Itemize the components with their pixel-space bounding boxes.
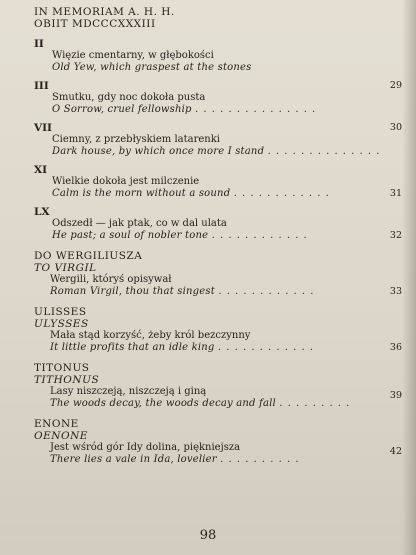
poem-title-english: TO VIRGIL — [34, 262, 97, 274]
entry-number: VII — [34, 122, 52, 134]
memoriam-entry — [34, 206, 406, 242]
polish-first-line: Wergili, któryś opisywał — [50, 274, 172, 285]
poem-title-polish: DO WERGILIUSZA — [34, 250, 143, 262]
english-first-line: Dark house, by which once more I stand — [52, 146, 265, 157]
english-first-line: Roman Virgil, thou that singest — [50, 286, 215, 297]
page-ref: 32 — [389, 230, 402, 241]
memoriam-entry — [34, 164, 406, 200]
page-ref: 31 — [389, 188, 402, 199]
entry-number: III — [34, 80, 49, 92]
polish-first-line: Wielkie dokoła jest milczenie — [52, 176, 200, 187]
leader-dots: . . . . . . . . . . . . — [218, 286, 315, 297]
section-title: IN MEMORIAM A. H. H. — [34, 6, 175, 18]
poem-entry — [34, 306, 406, 354]
memoriam-entry — [34, 122, 406, 158]
poem-entry — [34, 362, 406, 410]
entry-number: II — [34, 38, 44, 50]
polish-first-line: Mała stąd korzyść, żeby król bezczynny — [50, 330, 251, 341]
polish-first-line: Ciemny, z przebłyskiem latarenki — [52, 134, 220, 145]
english-first-line: The woods decay, the woods decay and fall — [50, 398, 276, 409]
english-first-line: It little profits that an idle king — [50, 342, 215, 353]
poem-title-polish: ULISSES — [34, 306, 87, 318]
poem-title-polish: ENONE — [34, 418, 79, 430]
polish-first-line: Lasy niszczeją, niszczeją i giną — [50, 386, 207, 397]
leader-dots: . . . . . . . . . . — [220, 454, 300, 465]
poem-title-english: ULYSSES — [34, 318, 89, 330]
page-ref: 29 — [389, 80, 402, 91]
page-ref: 30 — [389, 122, 402, 133]
page-ref: 42 — [389, 446, 402, 457]
english-first-line: He past; a soul of nobler tone — [52, 230, 209, 241]
polish-first-line: Jest wśród gór Idy dolina, piękniejsza — [50, 442, 241, 453]
poem-title-english: TITHONUS — [34, 374, 100, 386]
entry-number: LX — [34, 206, 50, 218]
polish-first-line: Odszedł — jak ptak, co w dal ulata — [52, 218, 227, 229]
english-first-line: Old Yew, which graspest at the stones — [52, 62, 252, 73]
memoriam-entry — [34, 80, 406, 116]
page-ref: 36 — [389, 342, 402, 353]
polish-first-line: Smutku, gdy noc dokoła pusta — [52, 92, 206, 103]
english-first-line: There lies a vale in Ida, lovelier — [50, 454, 217, 465]
page-ref: 33 — [389, 286, 402, 297]
poem-entry — [34, 418, 406, 466]
leader-dots: . . . . . . . . . . . . — [233, 188, 330, 199]
poem-title-polish: TITONUS — [34, 362, 90, 374]
poem-title-english: OENONE — [34, 430, 88, 442]
leader-dots: . . . . . . . . . . . . . . . — [195, 104, 317, 115]
memoriam-entry — [34, 38, 406, 74]
leader-dots: . . . . . . . . . — [279, 398, 351, 409]
poem-entry — [34, 250, 406, 298]
english-first-line: Calm is the morn without a sound — [52, 188, 231, 199]
leader-dots: . . . . . . . . . . . . — [211, 230, 308, 241]
polish-first-line: Więzie cmentarny, w głębokości — [52, 50, 214, 61]
table-of-contents — [34, 6, 406, 466]
leader-dots: . . . . . . . . . . . . . . — [267, 146, 381, 157]
leader-dots: . . . . . . . . . . . . — [217, 342, 315, 353]
page-ref: 39 — [389, 390, 402, 401]
entry-number: XI — [34, 164, 48, 176]
section-subtitle: OBIIT MDCCCXXXIII — [34, 18, 156, 30]
page-number: 98 — [199, 528, 217, 543]
english-first-line: O Sorrow, cruel fellowship — [52, 104, 192, 115]
